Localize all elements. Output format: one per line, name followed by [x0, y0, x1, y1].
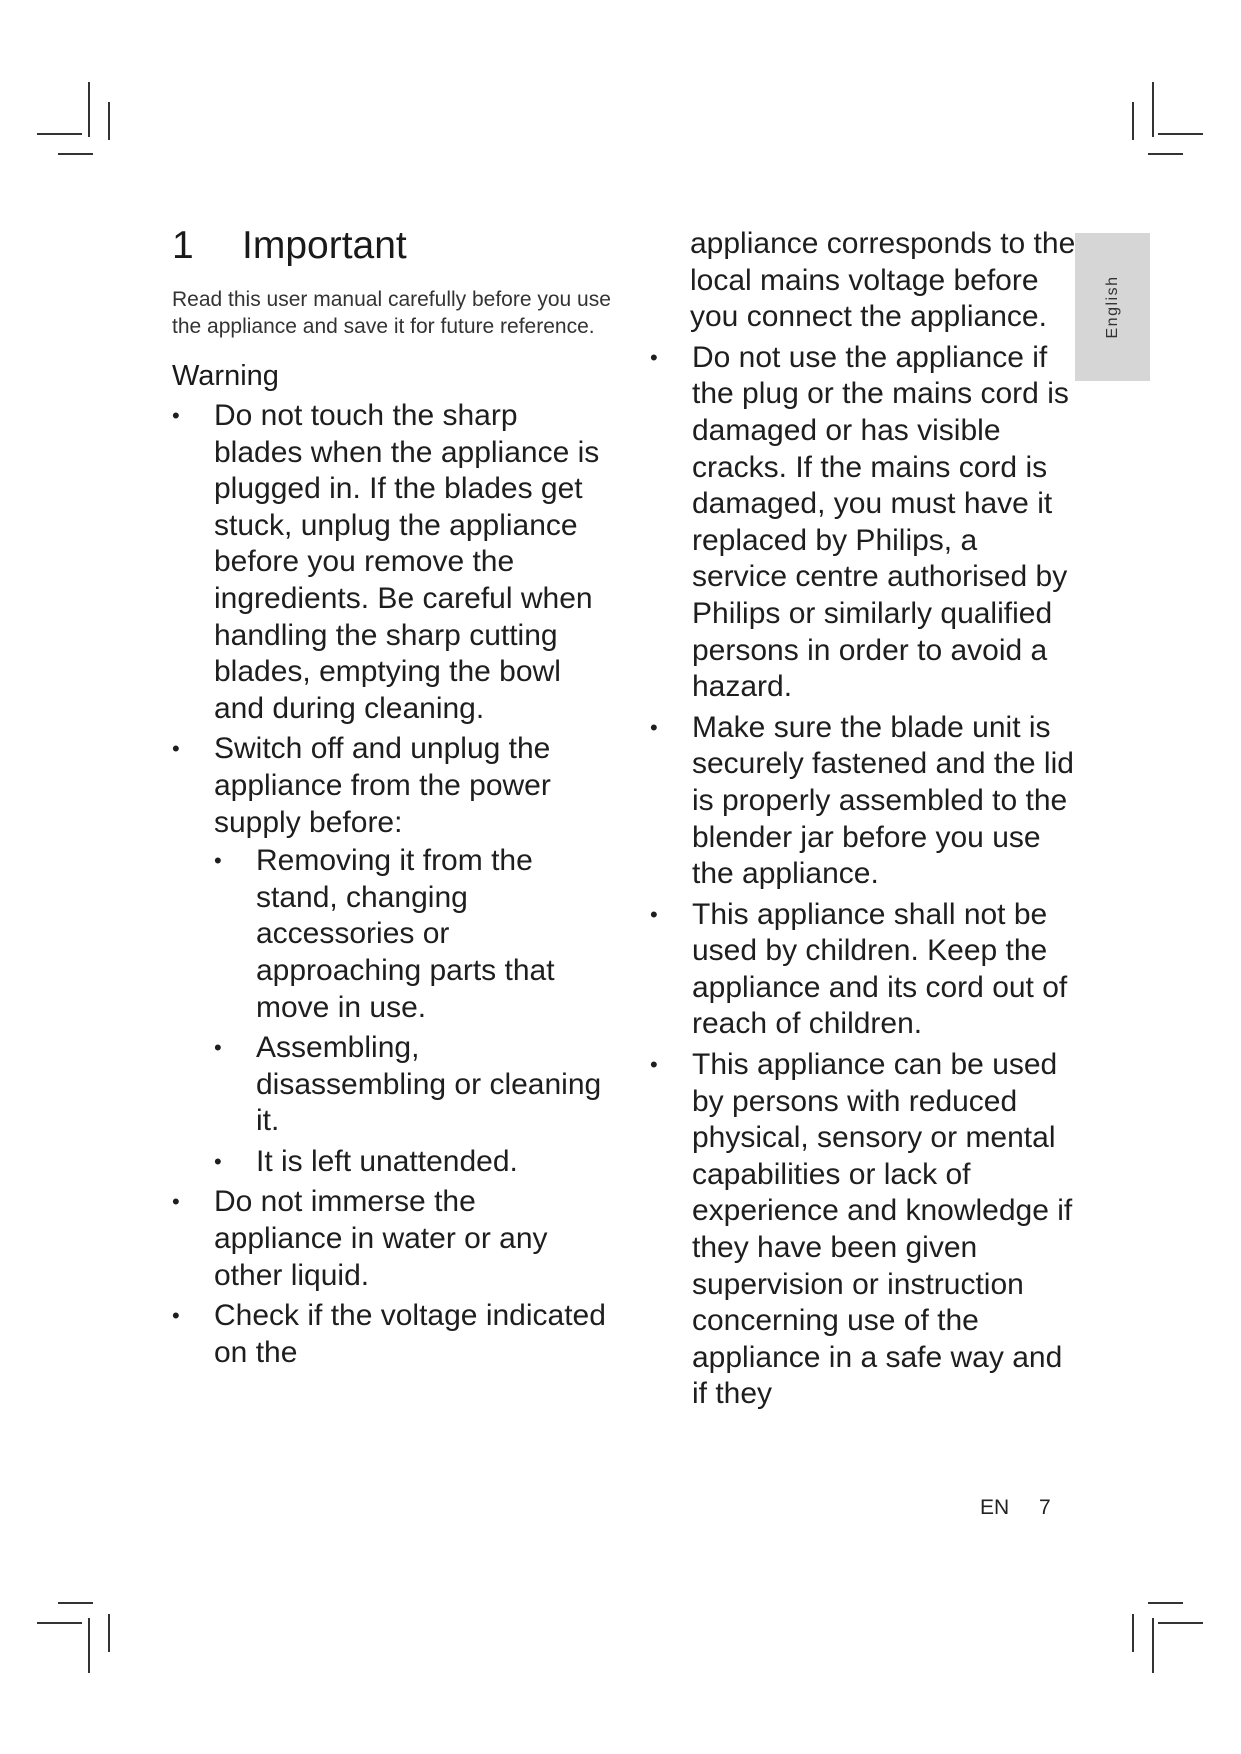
crop-mark	[108, 1614, 110, 1652]
page-title	[172, 222, 612, 270]
sub-list-item: • It is left unattended.	[214, 1144, 612, 1181]
list-item: • Switch off and unplug the appliance from the power supply before: • Removing it from the stand, changing accessories or approaching parts that move in use. • Assembling, disassembling or cleaning it. • It is left unattended.	[172, 731, 612, 1180]
section-heading: Warning	[172, 360, 279, 392]
crop-mark	[1148, 1602, 1183, 1604]
crop-mark	[88, 82, 90, 137]
page-number: 7	[1039, 1496, 1051, 1519]
crop-mark	[58, 153, 93, 155]
crop-mark	[37, 133, 82, 135]
language-tab	[1075, 233, 1150, 381]
crop-mark	[1152, 1618, 1154, 1673]
list-item: • Do not use the appliance if the plug or the mains cord is damaged or has visible cracks. If the mains cord is damaged, you must have it replaced by Philips, a service centre authorised by Philips or similarly qualified persons in order to avoid a hazard.	[650, 340, 1080, 706]
warning-list-continued	[650, 340, 1080, 1413]
crop-mark	[58, 1602, 93, 1604]
sub-list-item: • Removing it from the stand, changing accessories or approaching parts that move in use.	[214, 843, 612, 1026]
crop-mark	[1158, 133, 1203, 135]
list-item: • Check if the voltage indicated on the	[172, 1298, 612, 1371]
crop-mark	[1158, 1622, 1203, 1624]
sub-list	[214, 843, 612, 1180]
right-column	[650, 226, 1080, 1417]
continued-text: appliance corresponds to the local mains voltage before you connect the appliance.	[690, 227, 1076, 334]
intro-text: Read this user manual carefully before you use the appliance and save it for future reference.	[172, 288, 611, 338]
crop-mark	[1152, 82, 1154, 137]
warning-list	[172, 398, 612, 1371]
crop-mark	[88, 1618, 90, 1673]
chapter-number: 1	[172, 224, 194, 267]
list-item: • This appliance can be used by persons with reduced physical, sensory or mental capabilities or lack of experience and knowledge if they have been given supervision or instruction concerning use of the appliance in a safe way and if they	[650, 1047, 1080, 1413]
sub-list-item: • Assembling, disassembling or cleaning it.	[214, 1030, 612, 1140]
page-footer	[980, 1496, 1051, 1520]
left-column	[172, 222, 612, 1375]
list-item: • Make sure the blade unit is securely fastened and the lid is properly assembled to the blender jar before you use the appliance.	[650, 710, 1080, 893]
crop-mark	[108, 102, 110, 140]
crop-mark	[1132, 102, 1134, 140]
crop-mark	[1132, 1614, 1134, 1652]
language-tab-label: English	[1103, 275, 1121, 339]
list-item: • Do not touch the sharp blades when the appliance is plugged in. If the blades get stuck, unplug the appliance before you remove the ingredients. Be careful when handling the sharp cutting blades, emptying the bowl and during cleaning.	[172, 398, 612, 727]
chapter-title: Important	[242, 224, 407, 267]
crop-mark	[37, 1622, 82, 1624]
language-code: EN	[980, 1496, 1010, 1519]
list-item: • This appliance shall not be used by children. Keep the appliance and its cord out of reach of children.	[650, 897, 1080, 1043]
list-item: • Do not immerse the appliance in water or any other liquid.	[172, 1184, 612, 1294]
crop-mark	[1148, 153, 1183, 155]
